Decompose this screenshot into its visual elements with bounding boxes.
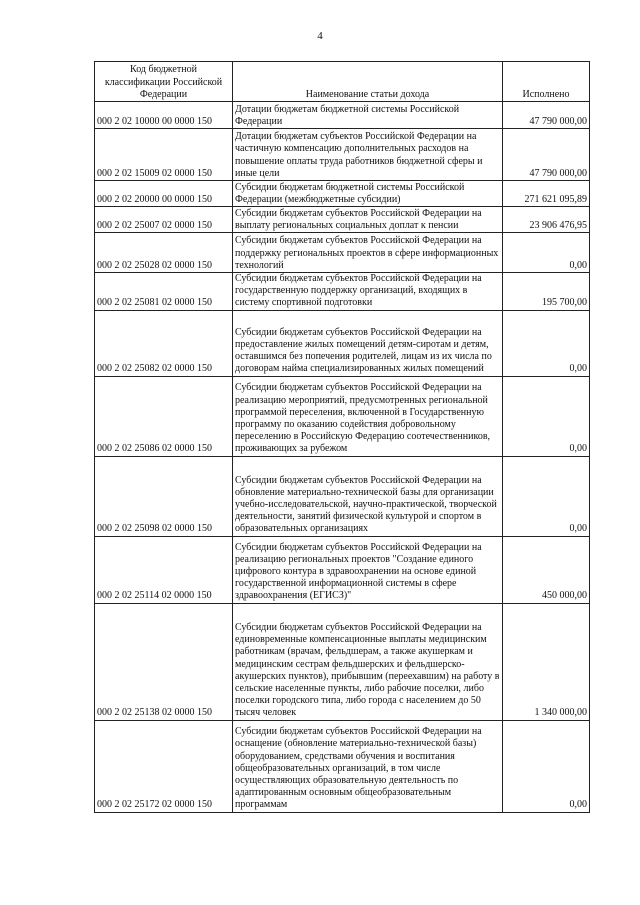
row-code: 000 2 02 25028 02 0000 150 xyxy=(95,233,233,273)
row-amount: 47 790 000,00 xyxy=(503,102,590,129)
row-amount: 23 906 476,95 xyxy=(503,207,590,233)
row-amount: 0,00 xyxy=(503,456,590,536)
row-amount: 0,00 xyxy=(503,310,590,376)
row-name: Субсидии бюджетам субъектов Российской Федерации на государственную поддержку организаций, входящих в систему спортивной подготовки xyxy=(233,273,503,311)
table-row xyxy=(95,456,590,536)
row-code: 000 2 02 25138 02 0000 150 xyxy=(95,603,233,720)
header-code: Код бюджетной классификации Российской Федерации xyxy=(95,62,233,102)
row-code: 000 2 02 25114 02 0000 150 xyxy=(95,536,233,603)
row-code: 000 2 02 25098 02 0000 150 xyxy=(95,456,233,536)
row-amount: 0,00 xyxy=(503,233,590,273)
table-row xyxy=(95,376,590,456)
row-name: Субсидии бюджетам субъектов Российской Федерации на предоставление жилых помещений детям-сиротам и детям, оставшимся без попечения родителей, лицам из их числа по договорам найма специализированных жилых помещений xyxy=(233,310,503,376)
header-amount: Исполнено xyxy=(503,62,590,102)
row-code: 000 2 02 25082 02 0000 150 xyxy=(95,310,233,376)
row-code: 000 2 02 25086 02 0000 150 xyxy=(95,376,233,456)
row-code: 000 2 02 25081 02 0000 150 xyxy=(95,273,233,311)
row-name: Субсидии бюджетам бюджетной системы Российской Федерации (межбюджетные субсидии) xyxy=(233,181,503,207)
row-code: 000 2 02 20000 00 0000 150 xyxy=(95,181,233,207)
table-row xyxy=(95,720,590,812)
row-name: Дотации бюджетам бюджетной системы Российской Федерации xyxy=(233,102,503,129)
table-row xyxy=(95,102,590,129)
revenue-table xyxy=(94,61,590,813)
row-amount: 0,00 xyxy=(503,720,590,812)
row-name: Субсидии бюджетам субъектов Российской Федерации на выплату региональных социальных доплат к пенсии xyxy=(233,207,503,233)
row-code: 000 2 02 25007 02 0000 150 xyxy=(95,207,233,233)
row-amount: 1 340 000,00 xyxy=(503,603,590,720)
row-amount: 450 000,00 xyxy=(503,536,590,603)
table-row xyxy=(95,536,590,603)
table-row xyxy=(95,181,590,207)
table-row xyxy=(95,310,590,376)
row-name: Субсидии бюджетам субъектов Российской Федерации на поддержку региональных проектов в сфере информационных технологий xyxy=(233,233,503,273)
header-name: Наименование статьи дохода xyxy=(233,62,503,102)
table-row xyxy=(95,129,590,181)
page-number: 4 xyxy=(317,30,323,42)
row-name: Субсидии бюджетам субъектов Российской Федерации на оснащение (обновление материально-технической базы) оборудованием, средствами обучения и воспитания общеобразовательных организаций, в том числе осуществляющих образовательную деятельность по адаптированным основным общеобразовательным программам xyxy=(233,720,503,812)
row-code: 000 2 02 25172 02 0000 150 xyxy=(95,720,233,812)
row-name: Субсидии бюджетам субъектов Российской Федерации на обновление материально-технической базы для организации учебно-исследовательской, научно-практической, творческой деятельности, занятий физической культурой и спортом в образовательных организациях xyxy=(233,456,503,536)
row-amount: 195 700,00 xyxy=(503,273,590,311)
table-row xyxy=(95,207,590,233)
row-name: Субсидии бюджетам субъектов Российской Федерации на единовременные компенсационные выплаты медицинским работникам (врачам, фельдшерам, а также акушеркам и медицинским сестрам фельдшерских и фельдшерско-акушерских пунктов), прибывшим (переехавшим) на работу в сельские населенные пункты, либо рабочие поселки, либо поселки городского типа, либо города с населением до 50 тысяч человек xyxy=(233,603,503,720)
row-name: Дотации бюджетам субъектов Российской Федерации на частичную компенсацию дополнительных расходов на повышение оплаты труда работников бюджетной сферы и иные цели xyxy=(233,129,503,181)
row-amount: 0,00 xyxy=(503,376,590,456)
table-row xyxy=(95,603,590,720)
table-header-row xyxy=(95,62,590,102)
row-code: 000 2 02 10000 00 0000 150 xyxy=(95,102,233,129)
table-row xyxy=(95,233,590,273)
row-amount: 47 790 000,00 xyxy=(503,129,590,181)
row-amount: 271 621 095,89 xyxy=(503,181,590,207)
row-code: 000 2 02 15009 02 0000 150 xyxy=(95,129,233,181)
table-row xyxy=(95,273,590,311)
row-name: Субсидии бюджетам субъектов Российской Федерации на реализацию региональных проектов "Создание единого цифрового контура в здравоохранении на основе единой государственной информационной системы в сфере здравоохранения (ЕГИСЗ)" xyxy=(233,536,503,603)
row-name: Субсидии бюджетам субъектов Российской Федерации на реализацию мероприятий, предусмотренных региональной программой переселения, включенной в Государственную программу по оказанию содействия добровольному переселению в Российскую Федерацию соотечественников, проживающих за рубежом xyxy=(233,376,503,456)
